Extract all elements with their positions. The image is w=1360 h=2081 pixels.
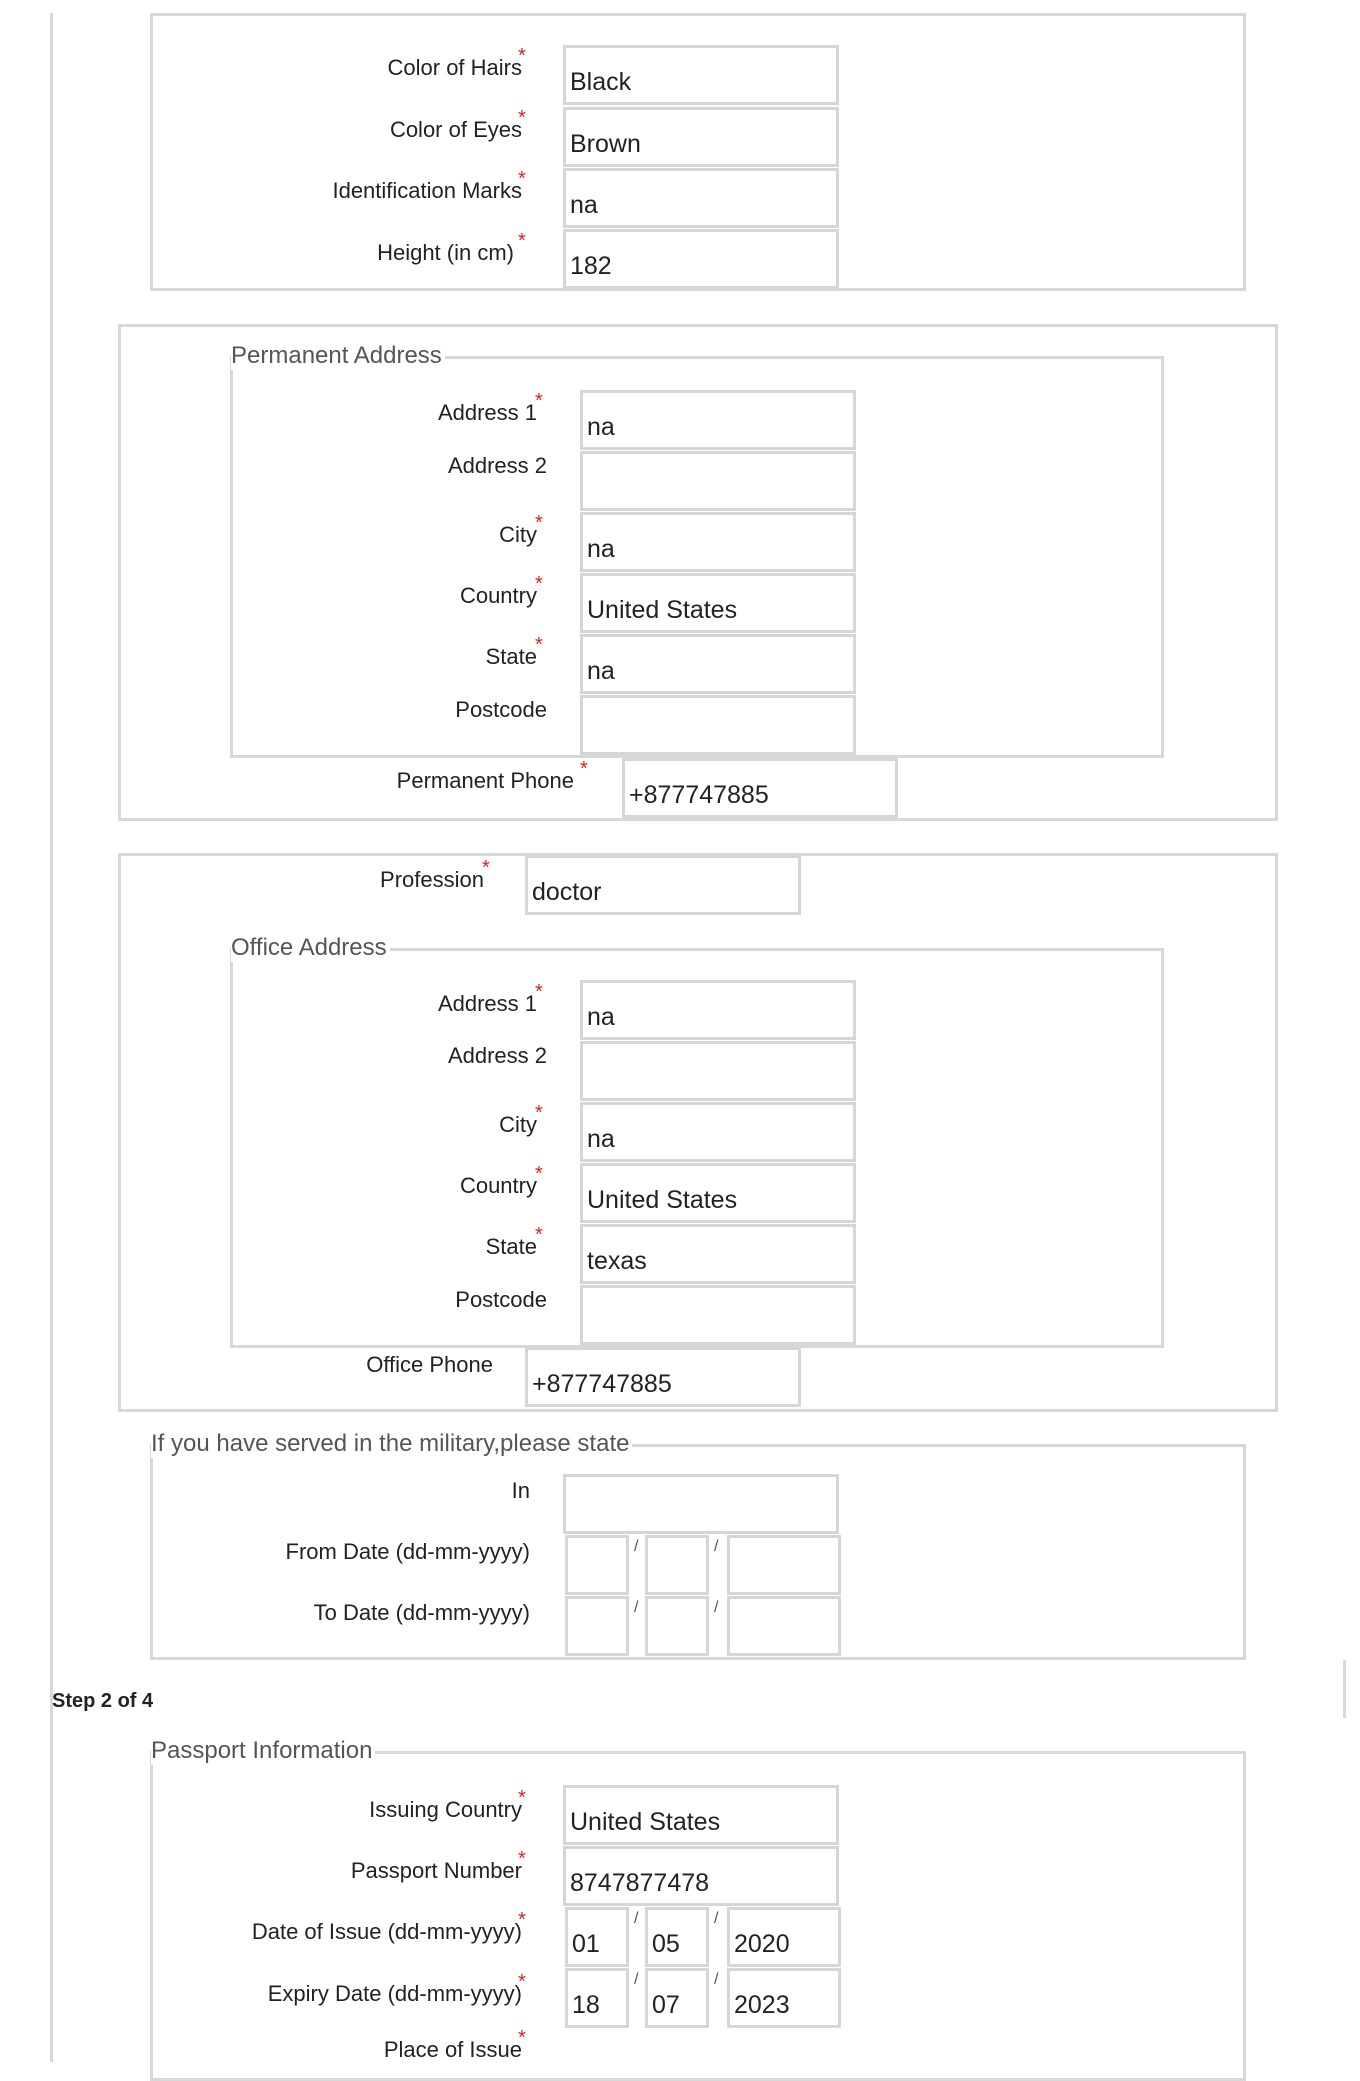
expiry-date-label: Expiry Date (dd-mm-yyyy) — [267, 1981, 522, 2006]
office-city-input[interactable] — [580, 1102, 856, 1162]
office-address-legend: Office Address — [231, 934, 390, 962]
identification-marks-input[interactable] — [563, 168, 839, 228]
required-marker: * — [535, 573, 543, 595]
office-postcode-label: Postcode — [455, 1287, 547, 1312]
issue-month-input[interactable] — [645, 1907, 709, 1967]
office-address2-input[interactable] — [580, 1041, 856, 1101]
office-country-label: Country — [459, 1173, 537, 1198]
date-separator: / — [634, 1910, 639, 1927]
military-from-day-input[interactable] — [565, 1535, 629, 1595]
military-from-month-input[interactable] — [645, 1535, 709, 1595]
left-border-line — [50, 13, 53, 2062]
office-address2-label: Address 2 — [447, 1043, 547, 1068]
office-postcode-input[interactable] — [580, 1285, 856, 1345]
date-separator: / — [634, 1538, 639, 1555]
perm-state-label: State — [485, 644, 537, 669]
perm-address2-input[interactable] — [580, 451, 856, 511]
military-to-date-label: To Date (dd-mm-yyyy) — [313, 1600, 530, 1625]
eye-color-label: Color of Eyes — [389, 117, 522, 142]
date-separator: / — [634, 1599, 639, 1616]
required-marker: * — [518, 1787, 526, 1809]
required-marker: * — [518, 230, 526, 252]
scrollbar-edge — [1343, 1660, 1346, 1718]
required-marker: * — [535, 1224, 543, 1246]
required-marker: * — [535, 512, 543, 534]
identification-marks-label: Identification Marks — [332, 178, 522, 203]
height-input[interactable] — [563, 229, 839, 289]
required-marker: * — [518, 107, 526, 129]
perm-address1-label: Address 1 — [437, 400, 537, 425]
perm-country-input[interactable] — [580, 573, 856, 633]
required-marker: * — [482, 857, 490, 879]
perm-postcode-input[interactable] — [580, 695, 856, 755]
office-phone-label: Office Phone — [366, 1352, 493, 1377]
required-marker: * — [535, 981, 543, 1003]
permanent-address-legend: Permanent Address — [231, 342, 445, 370]
office-address1-label: Address 1 — [437, 991, 537, 1016]
place-of-issue-label: Place of Issue — [383, 2037, 522, 2062]
perm-city-input[interactable] — [580, 512, 856, 572]
required-marker: * — [535, 634, 543, 656]
required-marker: * — [518, 168, 526, 190]
date-separator: / — [714, 1971, 719, 1988]
military-to-year-input[interactable] — [727, 1596, 841, 1656]
military-legend: If you have served in the military,please state — [151, 1430, 632, 1458]
perm-city-label: City — [499, 522, 537, 547]
perm-phone-input[interactable] — [622, 758, 898, 818]
perm-phone-label: Permanent Phone — [396, 768, 574, 793]
perm-postcode-label: Postcode — [455, 697, 547, 722]
profession-input[interactable] — [525, 855, 801, 915]
expiry-year-input[interactable] — [727, 1968, 841, 2028]
required-marker: * — [518, 1971, 526, 1993]
date-separator: / — [714, 1538, 719, 1555]
office-phone-input[interactable] — [525, 1347, 801, 1407]
hair-color-input[interactable] — [563, 45, 839, 105]
required-marker: * — [580, 758, 588, 780]
issue-year-input[interactable] — [727, 1907, 841, 1967]
expiry-day-input[interactable] — [565, 1968, 629, 2028]
office-state-input[interactable] — [580, 1224, 856, 1284]
hair-color-label: Color of Hairs — [387, 55, 522, 80]
issuing-country-input[interactable] — [563, 1785, 839, 1845]
military-to-day-input[interactable] — [565, 1596, 629, 1656]
date-separator: / — [714, 1910, 719, 1927]
military-to-month-input[interactable] — [645, 1596, 709, 1656]
passport-number-label: Passport Number — [350, 1858, 522, 1883]
date-separator: / — [634, 1971, 639, 1988]
issuing-country-label: Issuing Country — [369, 1797, 522, 1822]
required-marker: * — [518, 45, 526, 67]
perm-state-input[interactable] — [580, 634, 856, 694]
military-from-year-input[interactable] — [727, 1535, 841, 1595]
step-indicator: Step 2 of 4 — [52, 1690, 154, 1712]
issue-day-input[interactable] — [565, 1907, 629, 1967]
office-address1-input[interactable] — [580, 980, 856, 1040]
office-city-label: City — [499, 1112, 537, 1137]
date-separator: / — [714, 1599, 719, 1616]
office-country-input[interactable] — [580, 1163, 856, 1223]
perm-address2-label: Address 2 — [447, 453, 547, 478]
required-marker: * — [518, 2027, 526, 2049]
required-marker: * — [535, 1163, 543, 1185]
military-in-input[interactable] — [563, 1474, 839, 1534]
profession-label: Profession — [380, 867, 484, 892]
military-in-label: In — [511, 1478, 530, 1503]
required-marker: * — [518, 1909, 526, 1931]
height-label: Height (in cm) — [377, 240, 514, 265]
required-marker: * — [535, 390, 543, 412]
required-marker: * — [535, 1102, 543, 1124]
perm-address1-input[interactable] — [580, 390, 856, 450]
passport-legend: Passport Information — [151, 1737, 375, 1765]
required-marker: * — [518, 1848, 526, 1870]
date-of-issue-label: Date of Issue (dd-mm-yyyy) — [251, 1919, 522, 1944]
passport-number-input[interactable] — [563, 1846, 839, 1906]
perm-country-label: Country — [459, 583, 537, 608]
expiry-month-input[interactable] — [645, 1968, 709, 2028]
office-state-label: State — [485, 1234, 537, 1259]
eye-color-input[interactable] — [563, 107, 839, 167]
military-from-date-label: From Date (dd-mm-yyyy) — [285, 1539, 530, 1564]
